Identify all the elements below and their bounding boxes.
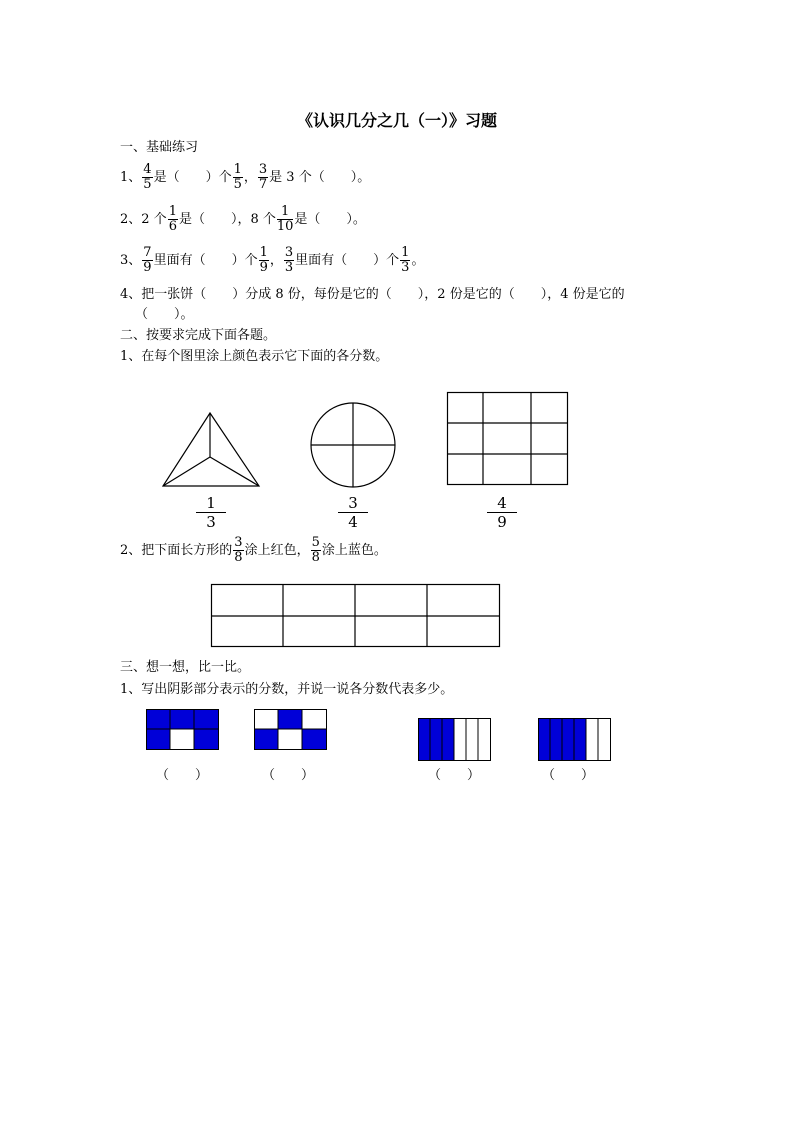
fraction: $\frac{4}{5}$	[143, 162, 152, 192]
shaded-grid-1	[146, 709, 220, 751]
fraction: $\frac{1}{6}$	[168, 204, 177, 234]
fraction: $\frac{3}{7}$	[258, 162, 268, 192]
section1-heading: 一、基础练习	[120, 140, 199, 155]
circle-figure	[309, 401, 397, 489]
section2-heading: 二、按要求完成下面各题。	[120, 328, 277, 343]
fraction: $\frac{5}{8}$	[311, 535, 320, 565]
answer-blank[interactable]: （ ）	[262, 768, 315, 783]
shaded-strips-1	[418, 718, 492, 762]
q-number: 2、2 个	[120, 212, 167, 227]
question-2-2	[120, 536, 387, 565]
answer-blank[interactable]: （ ）	[542, 768, 595, 783]
shape-fraction: $\frac{4}{9}$	[487, 494, 517, 531]
question-2-1: 1、在每个图里涂上颜色表示它下面的各分数。	[120, 349, 389, 364]
shaded-strips-2	[538, 718, 612, 762]
section3-heading: 三、想一想，比一比。	[120, 660, 251, 675]
fraction: $\frac{1}{5}$	[233, 162, 242, 192]
question-3-1: 1、写出阴影部分表示的分数，并说一说各分数代表多少。	[120, 682, 454, 697]
q-number: 1、	[120, 170, 142, 185]
fraction: $\frac{3}{3}$	[284, 245, 294, 275]
q-text: 是（ ）。	[294, 212, 366, 227]
shaded-grid-2	[254, 709, 328, 751]
answer-blank[interactable]: （ ）	[428, 768, 481, 783]
fraction: $\frac{3}{8}$	[234, 535, 243, 565]
q-text: 2、把下面长方形的	[120, 543, 233, 558]
q-text: 涂上蓝色。	[321, 543, 387, 558]
q-text: 是（ ）个	[153, 170, 232, 185]
grid-3x3-figure	[447, 392, 569, 486]
q-text: 涂上红色，	[244, 543, 310, 558]
question-1-3	[120, 246, 424, 275]
shape-fraction: $\frac{3}{4}$	[338, 494, 368, 531]
q-text: 。	[411, 253, 425, 268]
shape-fraction: $\frac{1}{3}$	[196, 494, 226, 531]
triangle-figure	[162, 412, 260, 488]
question-1-2	[120, 205, 366, 234]
fraction: $\frac{1}{10}$	[276, 204, 294, 234]
answer-blank[interactable]: （ ）	[156, 768, 209, 783]
question-1-4: 4、把一张饼（ ）分成 8 份，每份是它的（ ），2 份是它的（ ），4 份是它的	[120, 287, 625, 302]
q-number: 3、	[120, 253, 142, 268]
q-text: 是（ ），8 个	[178, 212, 276, 227]
question-1-4-cont: （ ）。	[135, 307, 194, 322]
q-text: 是 3 个（ ）。	[269, 170, 371, 185]
fraction: $\frac{1}{9}$	[259, 245, 268, 275]
rectangle-2x4-figure	[211, 584, 501, 648]
q-text: ，	[243, 170, 257, 185]
fraction: $\frac{7}{9}$	[143, 245, 152, 275]
question-1-1	[120, 163, 370, 192]
q-text: 里面有（ ）个	[153, 253, 258, 268]
fraction: $\frac{1}{3}$	[401, 245, 410, 275]
q-text: ，	[269, 253, 283, 268]
q-text: 里面有（ ）个	[295, 253, 400, 268]
page-title: 《认识几分之几（一）》习题	[296, 111, 497, 130]
